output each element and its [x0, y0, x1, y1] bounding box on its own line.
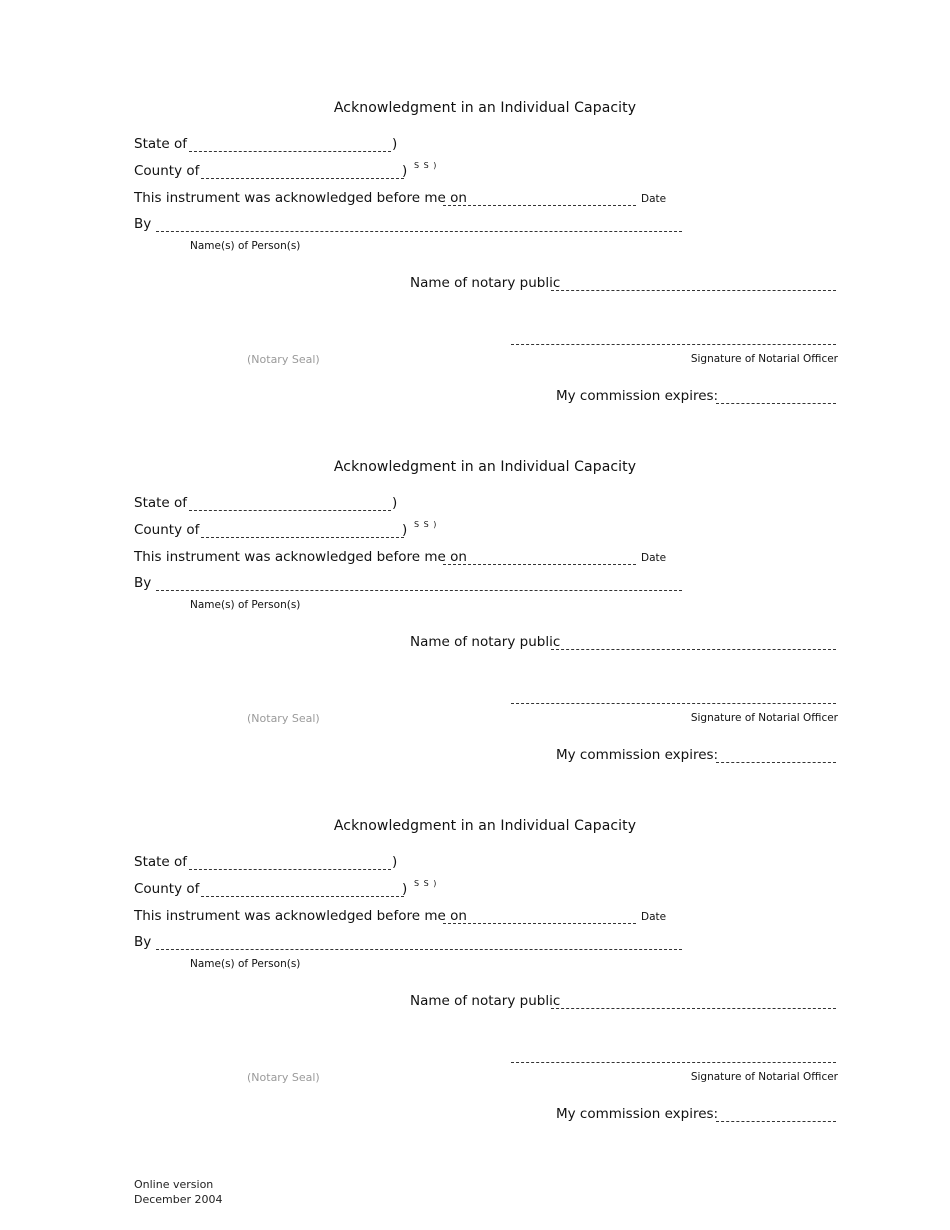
acknowledged-date-field[interactable] — [443, 564, 636, 565]
names-of-persons-label: Name(s) of Person(s) — [190, 958, 301, 970]
date-label: Date — [641, 552, 667, 564]
ss-label: S S ) — [414, 879, 438, 888]
acknowledgment-form-1 — [0, 0, 950, 404]
state-label: State of — [134, 495, 188, 511]
by-label: By — [134, 216, 152, 232]
ss-label: S S ) — [414, 520, 438, 529]
commission-label: My commission expires: — [556, 1106, 719, 1122]
signature-label: Signature of Notarial Officer — [690, 353, 838, 365]
state-label: State of — [134, 136, 188, 152]
date-label: Date — [641, 193, 667, 205]
date-label: Date — [641, 911, 667, 923]
county-field[interactable] — [201, 896, 404, 897]
notary-seal-label: (Notary Seal) — [247, 353, 320, 366]
county-label: County of — [134, 881, 200, 897]
names-of-persons-label: Name(s) of Person(s) — [190, 599, 301, 611]
county-paren: ) — [402, 881, 408, 897]
acknowledgment-form-3 — [0, 718, 950, 1122]
form-title: Acknowledgment in an Individual Capacity — [333, 818, 637, 834]
notary-name-field[interactable] — [551, 649, 836, 650]
acknowledged-date-field[interactable] — [443, 923, 636, 924]
county-field[interactable] — [201, 178, 404, 179]
by-label: By — [134, 934, 152, 950]
names-of-persons-label: Name(s) of Person(s) — [190, 240, 301, 252]
signature-field[interactable] — [511, 1062, 836, 1063]
state-paren: ) — [392, 495, 398, 511]
state-label: State of — [134, 854, 188, 870]
notary-name-label: Name of notary public — [410, 993, 561, 1009]
notary-name-field[interactable] — [551, 290, 836, 291]
notary-seal-label: (Notary Seal) — [247, 1071, 320, 1084]
county-label: County of — [134, 163, 200, 179]
persons-name-field[interactable] — [156, 590, 682, 591]
instrument-label: This instrument was acknowledged before me on — [134, 908, 467, 924]
county-paren: ) — [402, 522, 408, 538]
acknowledgment-form-2 — [0, 359, 950, 763]
persons-name-field[interactable] — [156, 231, 682, 232]
commission-label: My commission expires: — [556, 388, 719, 404]
notary-name-label: Name of notary public — [410, 275, 561, 291]
signature-label: Signature of Notarial Officer — [690, 712, 838, 724]
notary-name-field[interactable] — [551, 1008, 836, 1009]
state-paren: ) — [392, 136, 398, 152]
state-paren: ) — [392, 854, 398, 870]
state-field[interactable] — [189, 510, 391, 511]
signature-field[interactable] — [511, 344, 836, 345]
acknowledged-date-field[interactable] — [443, 205, 636, 206]
commission-label: My commission expires: — [556, 747, 719, 763]
persons-name-field[interactable] — [156, 949, 682, 950]
signature-field[interactable] — [511, 703, 836, 704]
signature-label: Signature of Notarial Officer — [690, 1071, 838, 1083]
footer-version: Online version — [134, 1178, 214, 1191]
commission-expires-field[interactable] — [716, 1121, 836, 1122]
notary-seal-label: (Notary Seal) — [247, 712, 320, 725]
notary-name-label: Name of notary public — [410, 634, 561, 650]
footer-date: December 2004 — [134, 1193, 223, 1206]
form-title: Acknowledgment in an Individual Capacity — [333, 459, 637, 475]
state-field[interactable] — [189, 869, 391, 870]
instrument-label: This instrument was acknowledged before me on — [134, 549, 467, 565]
form-title: Acknowledgment in an Individual Capacity — [333, 100, 637, 116]
by-label: By — [134, 575, 152, 591]
county-paren: ) — [402, 163, 408, 179]
instrument-label: This instrument was acknowledged before me on — [134, 190, 467, 206]
county-label: County of — [134, 522, 200, 538]
state-field[interactable] — [189, 151, 391, 152]
ss-label: S S ) — [414, 161, 438, 170]
county-field[interactable] — [201, 537, 404, 538]
